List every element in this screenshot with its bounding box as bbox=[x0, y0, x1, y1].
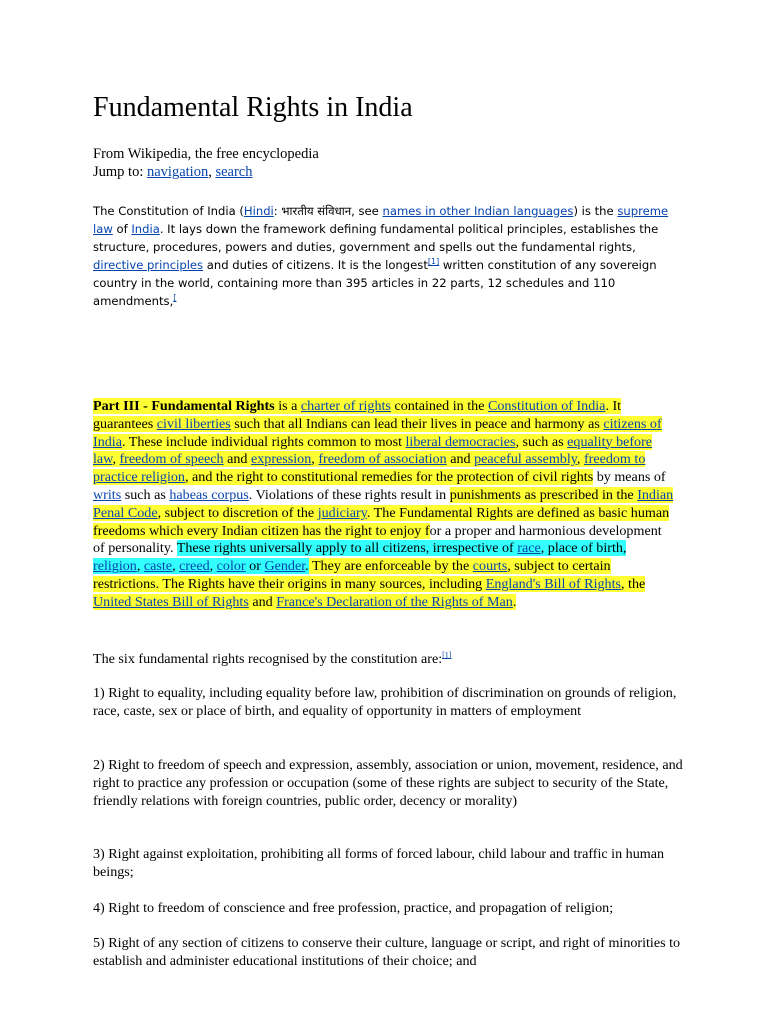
caste-link[interactable]: caste bbox=[143, 558, 173, 575]
paragraph-text: . bbox=[512, 593, 517, 610]
paragraph-text: punishments as prescribed in the bbox=[449, 486, 638, 503]
paragraph-text: . The Fundamental bbox=[366, 504, 477, 521]
tagline: From Wikipedia, the free encyclopedia bbox=[93, 146, 319, 162]
paragraph-text: is a bbox=[274, 398, 301, 414]
right-item-5: 5) Right of any section of citizens to conserve their culture, language or script, and right of minorities to establish and administer educational institutions of their choice; and bbox=[93, 935, 681, 969]
right-item-1: 1) Right to equality, including equality before law, prohibition of discrimination on grounds of religion, race, caste, sex or place of birth, and equality of opportunity in matters of employment bbox=[93, 685, 677, 719]
paragraph-text: , bbox=[172, 558, 180, 575]
freedom-to-practice-religion-link[interactable]: freedom to practice religion bbox=[93, 451, 646, 486]
reference-link[interactable]: [ bbox=[173, 293, 177, 303]
religion-link[interactable]: religion bbox=[93, 558, 137, 575]
paragraph-text: . bbox=[305, 558, 309, 575]
creed-link[interactable]: creed bbox=[179, 558, 210, 575]
paragraph-text: and bbox=[446, 451, 475, 468]
right-item-3: 3) Right against exploitation, prohibiting all forms of forced labour, child labour and traffic in human beings; bbox=[93, 846, 665, 880]
jump-to-label: Jump to: bbox=[93, 164, 147, 180]
paragraph-text: , subject to certain restrictions. The Rights have their origins in many sources, including bbox=[93, 558, 611, 592]
paragraph-text: such that all Indians can lead their lives in peace and harmony as bbox=[230, 415, 604, 432]
intro-text: The Constitution of India ( bbox=[93, 204, 244, 218]
paragraph-text: . Violations of these rights result in bbox=[248, 486, 450, 503]
paragraph-text: . It guarantees bbox=[93, 398, 622, 432]
us-bill-of-rights-link[interactable]: United States Bill of Rights bbox=[93, 593, 249, 610]
englands-bill-of-rights-link[interactable]: England's Bill of Rights bbox=[485, 575, 621, 592]
paragraph-text: , bbox=[209, 558, 217, 575]
intro-paragraph bbox=[93, 202, 683, 310]
writs-link[interactable]: writs bbox=[93, 486, 122, 503]
six-rights-intro bbox=[93, 650, 683, 668]
indian-penal-code-link[interactable]: Indian Penal Code bbox=[93, 486, 674, 521]
paragraph-text: . These include individual rights common to most bbox=[121, 433, 406, 450]
paragraph-text: They are enforceable by the bbox=[308, 558, 473, 575]
intro-text: : भारतीय संविधान, see bbox=[273, 204, 383, 218]
india-link[interactable]: India bbox=[131, 222, 160, 236]
charter-of-rights-link[interactable]: charter of rights bbox=[300, 398, 391, 414]
supreme-law-link[interactable]: supreme law bbox=[93, 204, 669, 236]
constitution-of-india-link[interactable]: Constitution of India bbox=[487, 398, 606, 414]
jump-separator: , bbox=[208, 164, 216, 180]
equality-before-law-link[interactable]: equality before law bbox=[93, 433, 653, 468]
paragraph-text: or a proper and harmonious development of personality. bbox=[93, 522, 662, 557]
right-item-2: 2) Right to freedom of speech and expression, assembly, association or union, movement, residence, and right to practice any profession or occupation (some of these rights are subject to security of the State, friendly relations with foreign countries, public order, decency or morality) bbox=[93, 757, 683, 809]
right-item-4: 4) Right to freedom of conscience and free profession, practice, and propagation of religion; bbox=[93, 900, 614, 916]
france-declaration-link[interactable]: France's Declaration of the Rights of Man bbox=[276, 593, 513, 610]
hindi-link[interactable]: Hindi bbox=[243, 204, 274, 218]
freedom-of-association-link[interactable]: freedom of association bbox=[318, 451, 447, 468]
liberal-democracies-link[interactable]: liberal democracies bbox=[405, 433, 516, 450]
paragraph-text: , place of birth, bbox=[540, 540, 627, 557]
jump-to-line bbox=[93, 164, 252, 181]
intro-text: ) is the bbox=[573, 204, 618, 218]
expression-link[interactable]: expression bbox=[250, 451, 312, 468]
paragraph-text: , and the right to constitutional remedies for the protection of civil rights bbox=[184, 469, 594, 486]
part-iii-heading: Part III - Fundamental Rights bbox=[93, 398, 275, 414]
paragraph-text: , bbox=[112, 451, 120, 468]
paragraph-text: , bbox=[576, 451, 584, 468]
citizens-of-india-link[interactable]: citizens of India bbox=[93, 415, 662, 450]
paragraph-text: , bbox=[311, 451, 319, 468]
paragraph-text: , such as bbox=[515, 433, 568, 450]
navigation-link[interactable]: navigation bbox=[146, 164, 209, 180]
habeas-corpus-link[interactable]: habeas corpus bbox=[169, 486, 249, 503]
freedom-of-speech-link[interactable]: freedom of speech bbox=[119, 451, 224, 468]
paragraph-text: , bbox=[136, 558, 144, 575]
intro-text: and duties of citizens. It is the longest bbox=[203, 258, 428, 272]
intro-text: written constitution of any sovereign country in the world, containing more than 395 articles in 22 parts, 12 schedules and 110 amendments, bbox=[93, 258, 657, 308]
intro-text: of bbox=[112, 222, 132, 236]
paragraph-text: or bbox=[245, 558, 265, 575]
paragraph-text: such as bbox=[121, 486, 170, 503]
paragraph-text: , subject to discretion of the bbox=[157, 504, 318, 521]
intro-text: . It lays down the framework defining fundamental political principles, establishes the structure, procedures, powers and duties, government and spells out the fundamental rights, bbox=[93, 222, 659, 254]
race-link[interactable]: race bbox=[517, 540, 541, 557]
judiciary-link[interactable]: judiciary bbox=[317, 504, 367, 521]
gender-link[interactable]: Gender bbox=[264, 558, 306, 575]
reference-link[interactable]: [1] bbox=[442, 650, 452, 660]
paragraph-text: Rights are defined as basic human freedoms which every Indian citizen has the right to enjoy f bbox=[93, 504, 670, 539]
reference-link[interactable]: [1] bbox=[427, 257, 440, 267]
paragraph-text: The six fundamental rights recognised by the constitution are: bbox=[93, 651, 443, 667]
paragraph-text: contained in the bbox=[390, 398, 488, 414]
directive-principles-link[interactable]: directive principles bbox=[93, 258, 204, 272]
part-iii-paragraph bbox=[93, 398, 675, 612]
search-link[interactable]: search bbox=[215, 164, 253, 180]
names-languages-link[interactable]: names in other Indian languages bbox=[382, 204, 574, 218]
paragraph-text: by means of bbox=[593, 469, 666, 486]
paragraph-text: and bbox=[248, 593, 277, 610]
paragraph-text: and bbox=[223, 451, 251, 468]
color-link[interactable]: color bbox=[216, 558, 246, 575]
paragraph-text: These rights universally apply to all citizens, irrespective of bbox=[176, 540, 518, 557]
page-title: Fundamental Rights in India bbox=[93, 92, 413, 123]
peaceful-assembly-link[interactable]: peaceful assembly bbox=[474, 451, 577, 468]
civil-liberties-link[interactable]: civil liberties bbox=[156, 415, 231, 432]
courts-link[interactable]: courts bbox=[472, 558, 508, 575]
paragraph-text: , the bbox=[621, 575, 646, 592]
